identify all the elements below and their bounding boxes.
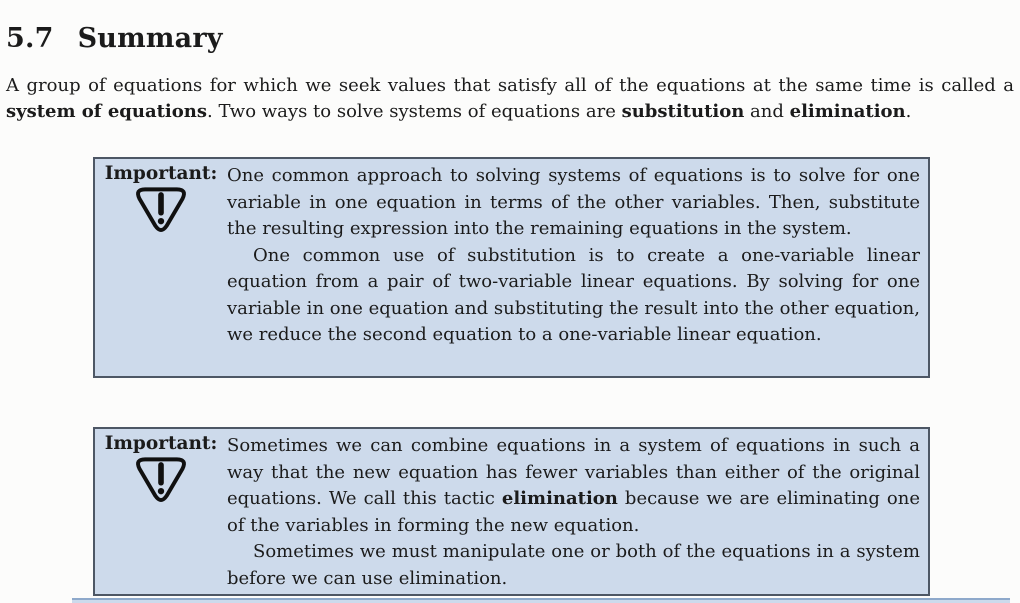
important-label-column [95, 429, 227, 594]
warning-exclamation-icon [95, 185, 227, 233]
intro-paragraph: A group of equations for which we seek values that satisfy all of the equations at the same time is called a system of equations. Two ways to solve systems of equations are substitution and elimination. [6, 75, 1014, 122]
important-box-text: One common approach to solving systems of equations is to solve for one variable in one equation in terms of the other variables. Then, substitute the resulting expression into the remaining equations in the system. One common use of substitution is to create a one-variable linear equation from a pair of two-variable linear equations. By solving for one variable in one equation and substituting the result into the other equation, we reduce the second equation to a one-variable linear equation. [227, 165, 920, 345]
important-box-text: Sometimes we can combine equations in a system of equations in such a way that the new equation has fewer variables than either of the original equations. We call this tactic elimination because we are eliminating one of the variables in forming the new equation. Sometimes we must manipulate one or both of the equations in a system before we can use elimination. [227, 435, 920, 589]
important-box-substitution [93, 157, 930, 378]
warning-exclamation-icon [95, 455, 227, 503]
important-label: Important: [104, 163, 218, 184]
important-label: Important: [104, 433, 218, 454]
important-label-column [95, 159, 227, 376]
important-box-elimination [93, 427, 930, 596]
section-number: 5.7 [6, 23, 54, 55]
section-heading [6, 23, 223, 54]
next-box-top-edge [72, 598, 1010, 603]
section-title: Summary [77, 23, 223, 55]
